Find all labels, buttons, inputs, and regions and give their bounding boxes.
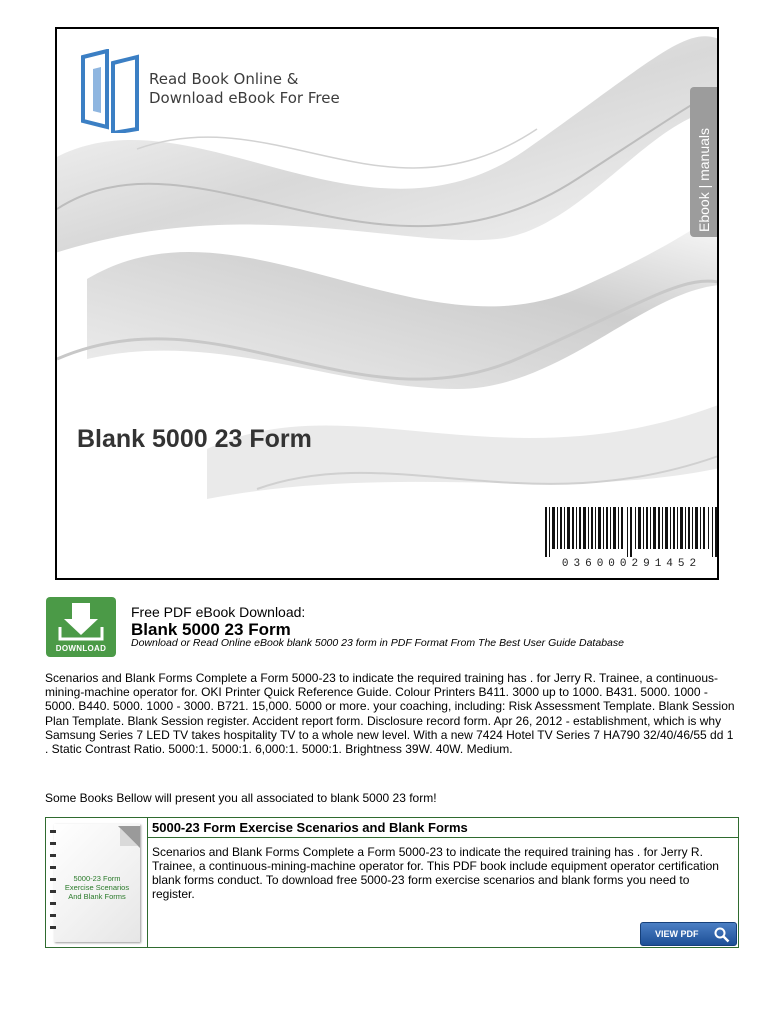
book-title: Blank 5000 23 Form <box>131 620 291 639</box>
book-cover <box>55 27 719 580</box>
related-book-card <box>45 817 739 948</box>
book-logo-icon <box>79 49 143 138</box>
ebook-manuals-tab <box>690 87 718 237</box>
page-curl-icon <box>118 826 140 848</box>
title-divider <box>147 837 739 838</box>
cover-title: Blank 5000 23 Form <box>77 425 312 453</box>
barcode <box>545 507 718 557</box>
view-pdf-button[interactable] <box>640 922 737 946</box>
logo-text <box>149 70 340 108</box>
related-book-description: Scenarios and Blank Forms Complete a Form 5000-23 to indicate the required training has . for Jerry R. Trainee, a continuous-mining-machine operator for. This PDF book include equipment operator certification blank forms conduct. To download free 5000-23 form exercise scenarios and blank forms you need to register. <box>152 845 719 901</box>
download-button[interactable] <box>46 597 116 657</box>
cover-wave-graphic <box>57 29 719 580</box>
download-button-label: DOWNLOAD <box>55 644 107 653</box>
barcode-number: 036000291452 <box>561 558 702 570</box>
related-books-intro: Some Books Bellow will present you all associated to blank 5000 23 form! <box>45 791 437 805</box>
summary-paragraph: Scenarios and Blank Forms Complete a Form 5000-23 to indicate the required training has . for Jerry R. Trainee, a continuous-mining-machine operator for. OKI Printer Quick Reference Guide. Colour Printers B411. 3000 up to 1000. B431. 5000. 1000 - 5000. B440. 5000. 1000 - 3000. B721. 15,000. 5000 or more. your coaching, including: Risk Assessment Template. Blank Session Plan Template. Blank Session register. Accident report form. Disclosure record form. Apr 26, 2012 - establishment, which is why Samsung Series 7 LED TV takes hospitality TV to a whole new level. With a new 7424 Hotel TV Series 7 HA790 32/40/46/55 dd 1 . Static Contrast Ratio. 5000:1. 5000:1. 6,000:1. 5000:1. Brightness 39W. 40W. Medium. <box>45 671 735 757</box>
free-pdf-label: Free PDF eBook Download: <box>131 604 306 620</box>
thumb-line-1: 5000-23 Form <box>73 874 121 883</box>
logo-line-1: Read Book Online & <box>149 70 299 88</box>
related-book-title[interactable]: 5000-23 Form Exercise Scenarios and Blank Forms <box>152 820 468 835</box>
logo-line-2: Download eBook For Free <box>149 89 340 107</box>
book-thumbnail[interactable] <box>46 818 148 947</box>
view-pdf-label: VIEW PDF <box>655 929 699 939</box>
side-tab-label: Ebook | manuals <box>696 127 712 232</box>
thumb-line-3: And Blank Forms <box>68 892 126 901</box>
download-subtitle: Download or Read Online eBook blank 5000 23 form in PDF Format From The Best User Guide Database <box>131 637 624 649</box>
magnifier-icon <box>714 927 730 943</box>
thumbnail-title <box>54 874 140 901</box>
thumb-line-2: Exercise Scenarios <box>64 883 130 892</box>
